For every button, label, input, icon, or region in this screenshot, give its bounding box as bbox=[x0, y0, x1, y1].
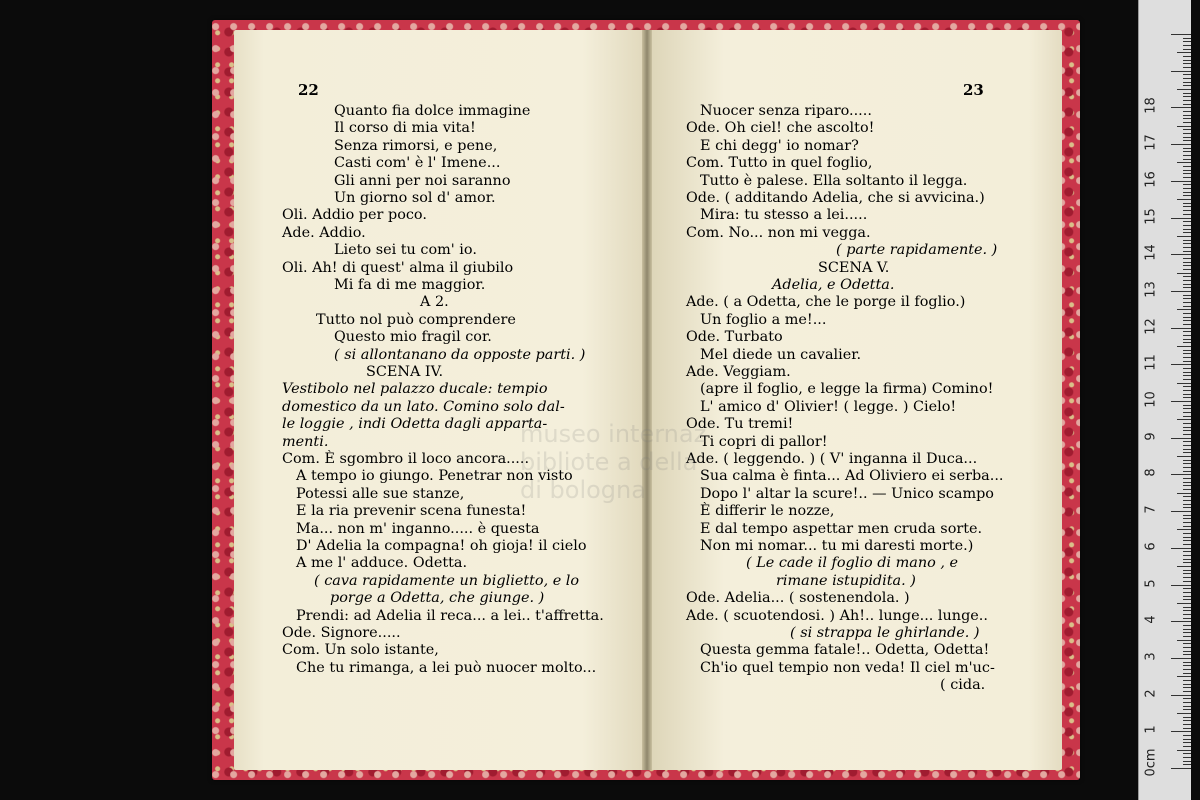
left-text-line: A me l' adduce. Odetta. bbox=[296, 555, 468, 572]
right-text-line: Tutto è palese. Ella soltanto il legga. bbox=[700, 172, 968, 189]
ruler-tick bbox=[1183, 746, 1191, 747]
ruler-tick bbox=[1183, 397, 1191, 398]
ruler-tick bbox=[1183, 496, 1191, 497]
ruler-tick bbox=[1183, 588, 1191, 589]
left-text-line: domestico da un lato. Comino solo dal- bbox=[282, 398, 565, 415]
ruler-tick bbox=[1183, 463, 1191, 464]
ruler-tick bbox=[1183, 335, 1191, 336]
right-text-line: Ode. Turbato bbox=[686, 329, 783, 346]
ruler-tick bbox=[1183, 504, 1191, 505]
ruler-tick bbox=[1183, 214, 1191, 215]
left-text-line: le loggie , indi Odetta dagli apparta- bbox=[282, 416, 548, 433]
ruler-tick bbox=[1183, 100, 1191, 101]
left-text-line: Tutto nol può comprendere bbox=[316, 311, 516, 328]
ruler-tick bbox=[1171, 181, 1191, 182]
ruler-tick bbox=[1183, 60, 1191, 61]
ruler-tick bbox=[1171, 695, 1191, 696]
left-text-line: Com. Un solo istante, bbox=[282, 642, 439, 659]
ruler-tick bbox=[1183, 500, 1191, 501]
ruler-label: 0cm bbox=[1143, 748, 1159, 777]
ruler-tick bbox=[1183, 173, 1191, 174]
ruler-tick bbox=[1183, 761, 1191, 762]
left-text-line: Lieto sei tu com' io. bbox=[334, 242, 477, 259]
ruler-tick bbox=[1183, 665, 1191, 666]
ruler-tick bbox=[1171, 328, 1191, 329]
ruler-label: 8 bbox=[1143, 468, 1159, 478]
right-text-line: ( parte rapidamente. ) bbox=[836, 242, 998, 259]
ruler-tick bbox=[1183, 533, 1191, 534]
right-page-number: 23 bbox=[963, 81, 984, 99]
ruler-tick bbox=[1171, 291, 1191, 292]
left-text-line: Prendi: ad Adelia il reca... a lei.. t'affretta. bbox=[296, 607, 604, 624]
ruler-tick bbox=[1183, 430, 1191, 431]
ruler-tick bbox=[1183, 434, 1191, 435]
ruler-tick bbox=[1183, 45, 1191, 46]
right-text-line: Mira: tu stesso a lei..... bbox=[700, 207, 868, 224]
ruler-tick bbox=[1183, 673, 1191, 674]
ruler-tick bbox=[1183, 405, 1191, 406]
ruler-tick bbox=[1183, 720, 1191, 721]
ruler-tick bbox=[1183, 251, 1191, 252]
ruler-tick bbox=[1183, 416, 1191, 417]
ruler-tick bbox=[1183, 651, 1191, 652]
ruler-tick bbox=[1183, 49, 1191, 50]
ruler-tick bbox=[1183, 195, 1191, 196]
ruler-tick bbox=[1183, 265, 1191, 266]
ruler-tick bbox=[1183, 361, 1191, 362]
right-text-line: Sua calma è finta... Ad Oliviero ei serba... bbox=[700, 468, 1004, 485]
ruler-tick bbox=[1183, 232, 1191, 233]
ruler-tick bbox=[1171, 364, 1191, 365]
ruler-tick bbox=[1183, 643, 1191, 644]
right-text-line: Ade. Veggiam. bbox=[686, 364, 791, 380]
ruler-tick bbox=[1183, 118, 1191, 119]
ruler-tick bbox=[1183, 247, 1191, 248]
right-text-line: Ode. Adelia... ( sostenendola. ) bbox=[686, 590, 910, 607]
right-text-line: Adelia, e Odetta. bbox=[772, 277, 895, 293]
ruler-label: 18 bbox=[1143, 97, 1159, 115]
ruler-tick bbox=[1183, 423, 1191, 424]
ruler-tick bbox=[1183, 724, 1191, 725]
ruler-tick bbox=[1183, 408, 1191, 409]
ruler-tick bbox=[1171, 731, 1191, 732]
ruler-tick bbox=[1171, 254, 1191, 255]
ruler-tick bbox=[1183, 357, 1191, 358]
ruler-tick bbox=[1183, 368, 1191, 369]
right-text-line: Ade. ( leggendo. ) ( V' inganna il Duca... bbox=[686, 451, 978, 467]
ruler-tick bbox=[1183, 313, 1191, 314]
ruler-tick bbox=[1177, 89, 1191, 90]
ruler-tick bbox=[1183, 188, 1191, 189]
ruler-tick bbox=[1183, 478, 1191, 479]
right-text-line: ( si strappa le ghirlande. ) bbox=[790, 625, 980, 641]
ruler-label: 4 bbox=[1143, 615, 1159, 624]
ruler-tick bbox=[1183, 243, 1191, 244]
left-page-number: 22 bbox=[298, 81, 319, 99]
ruler-tick bbox=[1177, 346, 1191, 347]
right-text-line: (apre il foglio, e legge la firma) Comino! bbox=[700, 381, 994, 398]
ruler-tick bbox=[1183, 184, 1191, 185]
ruler-tick bbox=[1183, 515, 1191, 516]
right-text-line: Ch'io quel tempio non veda! Il ciel m'uc- bbox=[700, 659, 995, 676]
ruler-tick bbox=[1183, 375, 1191, 376]
ruler-tick bbox=[1183, 607, 1191, 608]
right-text-line: Ade. ( a Odetta, che le porge il foglio.) bbox=[686, 294, 966, 311]
right-text-line: È differir le nozze, bbox=[700, 503, 835, 520]
ruler-tick bbox=[1183, 698, 1191, 699]
ruler-tick bbox=[1183, 728, 1191, 729]
ruler-tick bbox=[1183, 159, 1191, 160]
ruler-tick bbox=[1183, 82, 1191, 83]
ruler-tick bbox=[1183, 485, 1191, 486]
ruler-tick bbox=[1183, 632, 1191, 633]
ruler-tick bbox=[1183, 96, 1191, 97]
ruler-tick bbox=[1183, 306, 1191, 307]
ruler-tick bbox=[1183, 295, 1191, 296]
ruler-tick bbox=[1183, 78, 1191, 79]
ruler-tick bbox=[1183, 115, 1191, 116]
ruler-tick bbox=[1183, 350, 1191, 351]
left-text-line: Gli anni per noi saranno bbox=[334, 172, 511, 189]
ruler-tick bbox=[1183, 647, 1191, 648]
ruler-tick bbox=[1183, 592, 1191, 593]
left-text-line: D' Adelia la compagna! oh gioja! il cielo bbox=[296, 538, 587, 554]
ruler-tick bbox=[1183, 287, 1191, 288]
ruler-tick bbox=[1171, 474, 1191, 475]
left-text-line: ( si allontanano da opposte parti. ) bbox=[334, 346, 586, 363]
ruler-tick bbox=[1171, 438, 1191, 439]
ruler-tick bbox=[1183, 155, 1191, 156]
ruler-tick bbox=[1183, 537, 1191, 538]
ruler-tick bbox=[1183, 67, 1191, 68]
left-text-line: E la ria prevenir scena funesta! bbox=[296, 503, 527, 520]
ruler-tick bbox=[1177, 750, 1191, 751]
ruler-tick bbox=[1183, 625, 1191, 626]
ruler-tick bbox=[1183, 618, 1191, 619]
ruler-label: 17 bbox=[1143, 134, 1159, 151]
ruler-tick bbox=[1183, 151, 1191, 152]
ruler-tick bbox=[1183, 427, 1191, 428]
ruler-tick bbox=[1183, 302, 1191, 303]
ruler-tick bbox=[1171, 34, 1191, 35]
ruler-tick bbox=[1183, 610, 1191, 611]
ruler-tick bbox=[1183, 56, 1191, 57]
ruler-label: 15 bbox=[1143, 207, 1159, 225]
watermark-line: bibliote a della bbox=[520, 448, 698, 476]
ruler-tick bbox=[1171, 621, 1191, 622]
measuring-ruler bbox=[1138, 0, 1191, 800]
ruler-tick bbox=[1183, 449, 1191, 450]
ruler-tick bbox=[1183, 562, 1191, 563]
left-text-line: Il corso di mia vita! bbox=[334, 120, 476, 137]
ruler-tick bbox=[1183, 581, 1191, 582]
left-text-line: Oli. Addio per poco. bbox=[282, 207, 427, 224]
ruler-tick bbox=[1183, 93, 1191, 94]
ruler-tick bbox=[1183, 412, 1191, 413]
ruler-tick bbox=[1183, 38, 1191, 39]
ruler-tick bbox=[1183, 221, 1191, 222]
right-text-line: Dopo l' altar la scure!.. — Unico scampo bbox=[700, 485, 994, 502]
ruler-tick bbox=[1177, 52, 1191, 53]
ruler-tick bbox=[1177, 309, 1191, 310]
ruler-tick bbox=[1183, 74, 1191, 75]
ruler-tick bbox=[1183, 192, 1191, 193]
right-text-line: Non mi nomar... tu mi daresti morte.) bbox=[700, 538, 974, 554]
right-text-line: L' amico d' Olivier! ( legge. ) Cielo! bbox=[700, 398, 957, 415]
left-text-line: Che tu rimanga, a lei può nuocer molto... bbox=[296, 659, 597, 676]
right-text-line: Ade. ( scuotendosi. ) Ah!.. lunge... lunge.. bbox=[686, 607, 988, 624]
ruler-tick bbox=[1183, 742, 1191, 743]
ruler-tick bbox=[1183, 379, 1191, 380]
ruler-tick bbox=[1183, 662, 1191, 663]
ruler-tick bbox=[1183, 636, 1191, 637]
ruler-tick bbox=[1177, 603, 1191, 604]
ruler-tick bbox=[1177, 236, 1191, 237]
ruler-tick bbox=[1171, 144, 1191, 145]
ruler-tick bbox=[1183, 353, 1191, 354]
ruler-tick bbox=[1183, 342, 1191, 343]
ruler-tick bbox=[1183, 522, 1191, 523]
ruler-tick bbox=[1183, 680, 1191, 681]
right-text-line: Questa gemma fatale!.. Odetta, Odetta! bbox=[700, 642, 990, 659]
ruler-tick bbox=[1171, 71, 1191, 72]
ruler-tick bbox=[1183, 298, 1191, 299]
ruler-tick bbox=[1177, 199, 1191, 200]
ruler-tick bbox=[1183, 111, 1191, 112]
ruler-tick bbox=[1183, 555, 1191, 556]
ruler-tick bbox=[1177, 529, 1191, 530]
ruler-tick bbox=[1183, 240, 1191, 241]
ruler-tick bbox=[1183, 739, 1191, 740]
ruler-tick bbox=[1183, 629, 1191, 630]
ruler-tick bbox=[1177, 162, 1191, 163]
ruler-tick bbox=[1183, 489, 1191, 490]
ruler-tick bbox=[1183, 441, 1191, 442]
ruler-tick bbox=[1183, 258, 1191, 259]
ruler-tick bbox=[1183, 753, 1191, 754]
right-text-line: ( cida. bbox=[940, 677, 986, 694]
ruler-tick bbox=[1171, 548, 1191, 549]
ruler-tick bbox=[1183, 280, 1191, 281]
left-text-line: Potessi alle sue stanze, bbox=[296, 485, 465, 502]
ruler-tick bbox=[1183, 166, 1191, 167]
ruler-tick bbox=[1171, 658, 1191, 659]
ruler-tick bbox=[1183, 460, 1191, 461]
ruler-tick bbox=[1171, 585, 1191, 586]
ruler-label: 5 bbox=[1143, 578, 1159, 588]
ruler-tick bbox=[1183, 229, 1191, 230]
left-text-line: Casti com' è l' Imene... bbox=[334, 155, 501, 172]
ruler-label: 3 bbox=[1143, 652, 1159, 661]
ruler-label: 14 bbox=[1143, 244, 1159, 261]
ruler-tick bbox=[1183, 764, 1191, 765]
ruler-tick bbox=[1183, 85, 1191, 86]
left-text-line: A 2. bbox=[420, 294, 449, 311]
ruler-tick bbox=[1177, 713, 1191, 714]
ruler-tick bbox=[1183, 709, 1191, 710]
ruler-tick bbox=[1183, 717, 1191, 718]
left-text-line: Quanto fia dolce immagine bbox=[334, 103, 531, 119]
ruler-label: 10 bbox=[1143, 391, 1159, 408]
ruler-tick bbox=[1183, 684, 1191, 685]
ruler-tick bbox=[1183, 63, 1191, 64]
right-text-line: SCENA V. bbox=[818, 259, 890, 276]
ruler-tick bbox=[1183, 654, 1191, 655]
ruler-tick bbox=[1183, 170, 1191, 171]
ruler-tick bbox=[1183, 526, 1191, 527]
left-text-line: Vestibolo nel palazzo ducale: tempio bbox=[282, 381, 548, 398]
ruler-tick bbox=[1183, 735, 1191, 736]
ruler-tick bbox=[1183, 269, 1191, 270]
ruler-tick bbox=[1183, 262, 1191, 263]
left-text-line: SCENA IV. bbox=[366, 364, 444, 380]
right-text-line: E dal tempo aspettar men cruda sorte. bbox=[700, 520, 983, 537]
right-text-line: Mel diede un cavalier. bbox=[700, 346, 862, 363]
ruler-tick bbox=[1177, 493, 1191, 494]
ruler-tick bbox=[1183, 691, 1191, 692]
left-text-line: ( cava rapidamente un biglietto, e lo bbox=[314, 572, 580, 589]
ruler-tick bbox=[1177, 126, 1191, 127]
right-text-line: ( Le cade il foglio di mano , e bbox=[746, 555, 958, 572]
ruler-label: 1 bbox=[1143, 725, 1159, 734]
ruler-tick bbox=[1183, 445, 1191, 446]
left-text-line: Mi fa di me maggior. bbox=[334, 277, 486, 293]
ruler-tick bbox=[1183, 702, 1191, 703]
ruler-tick bbox=[1183, 339, 1191, 340]
left-text-line: Ma... non m' inganno..... è questa bbox=[296, 520, 540, 537]
ruler-tick bbox=[1183, 577, 1191, 578]
ruler-tick bbox=[1183, 284, 1191, 285]
ruler-tick bbox=[1183, 482, 1191, 483]
watermark-line: museo internaz bbox=[520, 420, 707, 448]
ruler-label: 6 bbox=[1143, 542, 1159, 551]
ruler-tick bbox=[1177, 383, 1191, 384]
ruler-tick bbox=[1183, 394, 1191, 395]
ruler-tick bbox=[1183, 41, 1191, 42]
right-text-line: Un foglio a me!... bbox=[700, 311, 827, 328]
ruler-tick bbox=[1177, 273, 1191, 274]
left-text-line: menti. bbox=[282, 433, 329, 450]
ruler-tick bbox=[1183, 225, 1191, 226]
left-text-line: Ode. Signore..... bbox=[282, 625, 401, 641]
ruler-tick bbox=[1183, 129, 1191, 130]
right-text-line: Ode. Oh ciel! che ascolto! bbox=[686, 120, 875, 137]
ruler-label: 12 bbox=[1143, 317, 1159, 335]
left-text-line: Un giorno sol d' amor. bbox=[334, 190, 496, 206]
ruler-tick bbox=[1183, 203, 1191, 204]
ruler-tick bbox=[1183, 276, 1191, 277]
ruler-label: 2 bbox=[1143, 688, 1159, 698]
ruler-tick bbox=[1183, 757, 1191, 758]
ruler-tick bbox=[1183, 140, 1191, 141]
ruler-tick bbox=[1183, 573, 1191, 574]
ruler-tick bbox=[1183, 570, 1191, 571]
ruler-tick bbox=[1183, 317, 1191, 318]
right-text-line: E chi degg' io nomar? bbox=[700, 137, 859, 154]
ruler-tick bbox=[1183, 372, 1191, 373]
right-text-line: Com. No... non mi vegga. bbox=[686, 224, 871, 241]
ruler-tick bbox=[1177, 419, 1191, 420]
ruler-tick bbox=[1183, 518, 1191, 519]
ruler-tick bbox=[1183, 471, 1191, 472]
ruler-tick bbox=[1183, 540, 1191, 541]
ruler-tick bbox=[1183, 390, 1191, 391]
ruler-tick bbox=[1183, 206, 1191, 207]
ruler-tick bbox=[1177, 676, 1191, 677]
left-text-line: Com. È sgombro il loco ancora..... bbox=[282, 451, 530, 467]
ruler-tick bbox=[1171, 511, 1191, 512]
watermark-line: di bologna bbox=[520, 476, 646, 504]
ruler-tick bbox=[1183, 122, 1191, 123]
ruler-tick bbox=[1183, 544, 1191, 545]
left-text-line: porge a Odetta, che giunge. ) bbox=[330, 590, 545, 607]
ruler-label: 11 bbox=[1143, 354, 1159, 372]
right-text-line: Ti copri di pallor! bbox=[700, 433, 828, 450]
right-text-line: Nuocer senza riparo..... bbox=[700, 103, 872, 119]
ruler-tick bbox=[1183, 614, 1191, 615]
left-text-line: A tempo io giungo. Penetrar non visto bbox=[296, 468, 573, 485]
ruler-tick bbox=[1183, 467, 1191, 468]
ruler-tick bbox=[1183, 331, 1191, 332]
ruler-label: 16 bbox=[1143, 171, 1159, 188]
ruler-tick bbox=[1183, 104, 1191, 105]
ruler-tick bbox=[1177, 456, 1191, 457]
ruler-tick bbox=[1171, 107, 1191, 108]
ruler-tick bbox=[1183, 210, 1191, 211]
ruler-tick bbox=[1183, 596, 1191, 597]
ruler-tick bbox=[1183, 324, 1191, 325]
ruler-tick bbox=[1183, 320, 1191, 321]
ruler-tick bbox=[1183, 551, 1191, 552]
ruler-tick bbox=[1183, 133, 1191, 134]
ruler-tick bbox=[1183, 706, 1191, 707]
ruler-label: 7 bbox=[1143, 505, 1159, 514]
left-text-line: Oli. Ah! di quest' alma il giubilo bbox=[282, 259, 514, 276]
ruler-tick bbox=[1183, 599, 1191, 600]
ruler-tick bbox=[1171, 218, 1191, 219]
left-text-line: Ade. Addio. bbox=[282, 224, 366, 241]
ruler-tick bbox=[1183, 507, 1191, 508]
ruler-tick bbox=[1177, 566, 1191, 567]
ruler-tick bbox=[1171, 768, 1191, 769]
watermark bbox=[520, 420, 706, 504]
right-text-line: Ode. Tu tremi! bbox=[686, 416, 794, 433]
ruler-tick bbox=[1183, 148, 1191, 149]
right-text-line: rimane istupidita. ) bbox=[776, 572, 916, 589]
left-text-line: Questo mio fragil cor. bbox=[334, 329, 492, 346]
left-text-line: Senza rimorsi, e pene, bbox=[334, 137, 498, 154]
ruler-label: 9 bbox=[1143, 432, 1159, 441]
right-text-line: Com. Tutto in quel foglio, bbox=[686, 155, 873, 172]
ruler-tick bbox=[1171, 401, 1191, 402]
ruler-tick bbox=[1183, 559, 1191, 560]
ruler-tick bbox=[1177, 640, 1191, 641]
ruler-tick bbox=[1183, 386, 1191, 387]
right-text-line: Ode. ( additando Adelia, che si avvicina.) bbox=[686, 190, 985, 206]
ruler-tick bbox=[1183, 452, 1191, 453]
ruler-tick bbox=[1183, 687, 1191, 688]
ruler-tick bbox=[1183, 177, 1191, 178]
ruler-tick bbox=[1183, 137, 1191, 138]
ruler-label: 13 bbox=[1143, 281, 1159, 298]
book-gutter bbox=[642, 30, 652, 770]
ruler-tick bbox=[1183, 669, 1191, 670]
